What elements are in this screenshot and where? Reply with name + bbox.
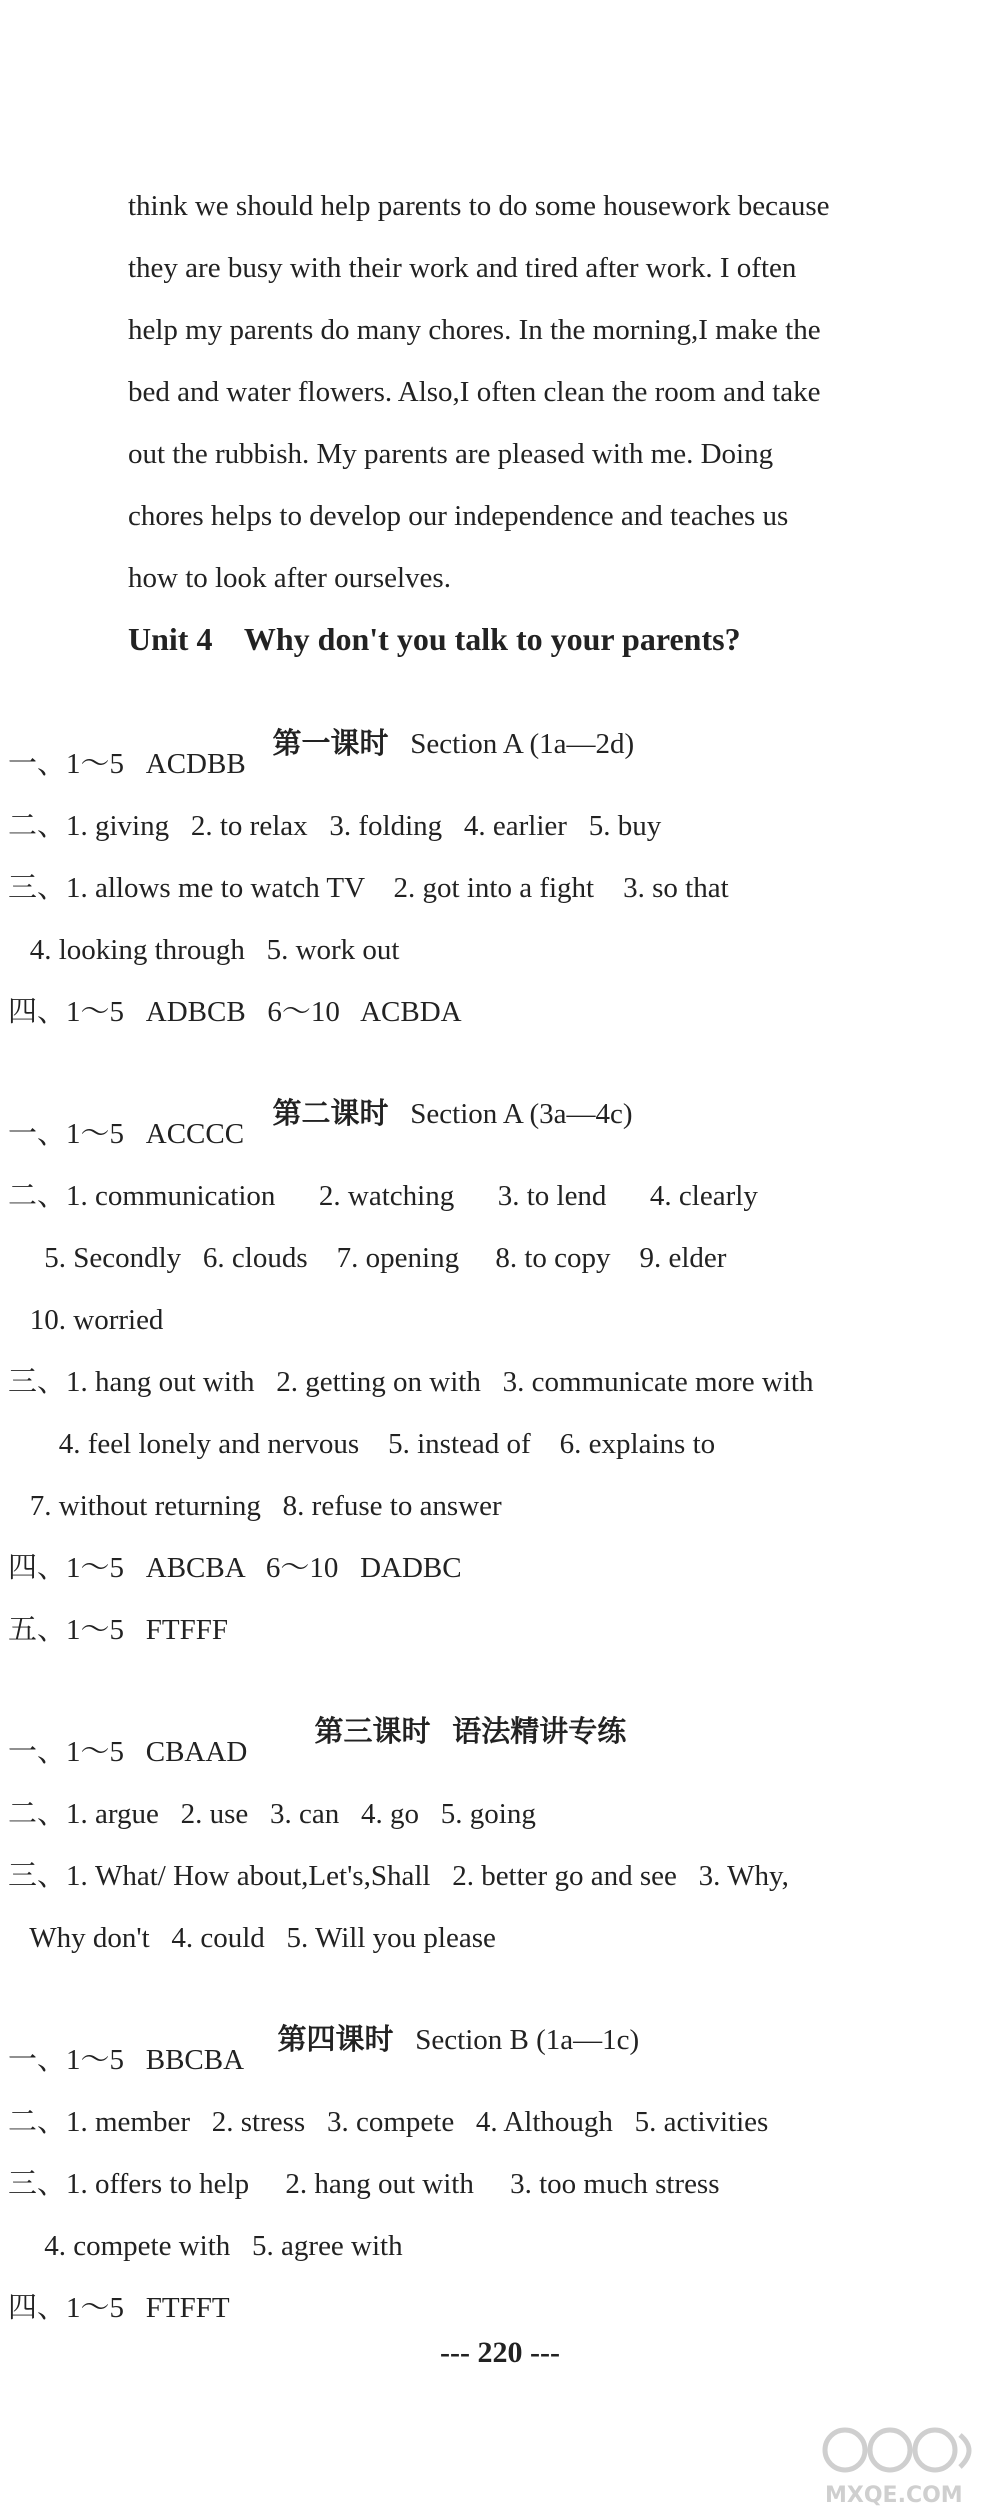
answer-line: 三、1. allows me to watch TV 2. got into a fight 3. so that xyxy=(8,872,729,904)
answer-line: 二、1. communication 2. watching 3. to lend 4. clearly xyxy=(8,1180,758,1212)
answer-line: 二、1. giving 2. to relax 3. folding 4. earlier 5. buy xyxy=(8,810,662,842)
answer-line: 一、1～5 ACCCC xyxy=(8,1118,245,1150)
answer-line: 三、1. offers to help 2. hang out with 3. too much stress xyxy=(8,2168,720,2200)
answer-line: 4. compete with 5. agree with xyxy=(8,2230,403,2262)
lesson-heading xyxy=(258,1053,633,1134)
answer-line: 五、1～5 FTFFF xyxy=(8,1614,228,1646)
paragraph-line: think we should help parents to do some housework because xyxy=(128,190,830,222)
answer-line: 一、1～5 ACDBB xyxy=(8,748,246,780)
watermark-icon xyxy=(820,2420,995,2510)
answer-line: 二、1. argue 2. use 3. can 4. go 5. going xyxy=(8,1798,536,1830)
answer-line: 四、1～5 ABCBA 6～10 DADBC xyxy=(8,1552,462,1584)
answer-line: 一、1～5 BBCBA xyxy=(8,2044,245,2076)
answer-line: 5. Secondly 6. clouds 7. opening 8. to copy 9. elder xyxy=(8,1242,727,1274)
answer-line: 四、1～5 FTFFT xyxy=(8,2292,230,2324)
answer-line: 一、1～5 CBAAD xyxy=(8,1736,248,1768)
lesson-subtitle: Section A (1a—2d) xyxy=(410,728,635,760)
paragraph-line: chores helps to develop our independence and teaches us xyxy=(128,500,789,532)
lesson-heading xyxy=(300,1671,626,1752)
answer-line: 4. feel lonely and nervous 5. instead of 6. explains to xyxy=(8,1428,716,1460)
paragraph-line: they are busy with their work and tired after work. I often xyxy=(128,252,797,284)
paragraph-line: how to look after ourselves. xyxy=(128,562,451,594)
answer-line: Why don't 4. could 5. Will you please xyxy=(8,1922,496,1954)
unit-title: Unit 4 Why don't you talk to your parents? xyxy=(128,621,741,657)
lesson-heading xyxy=(263,1979,639,2060)
answer-line: 7. without returning 8. refuse to answer xyxy=(8,1490,502,1522)
page-number: --- 220 --- xyxy=(440,2336,560,2369)
lesson-subtitle: Section B (1a—1c) xyxy=(415,2024,640,2056)
paragraph-line: help my parents do many chores. In the morning,I make the xyxy=(128,314,821,346)
paragraph-line: out the rubbish. My parents are pleased with me. Doing xyxy=(128,438,774,470)
lesson-title: 第三课时 xyxy=(314,1714,431,1748)
paragraph-line: bed and water flowers. Also,I often clean the room and take xyxy=(128,376,821,408)
answer-line: 4. looking through 5. work out xyxy=(8,934,400,966)
answer-line: 10. worried xyxy=(8,1304,164,1336)
lesson-title: 第二课时 xyxy=(272,1096,389,1130)
lesson-title: 第一课时 xyxy=(272,726,389,760)
answer-line: 二、1. member 2. stress 3. compete 4. Although 5. activities xyxy=(8,2106,769,2138)
lesson-title: 第四课时 xyxy=(277,2022,394,2056)
answer-line: 三、1. What/ How about,Let's,Shall 2. better go and see 3. Why, xyxy=(8,1860,789,1892)
watermark-logo xyxy=(820,2420,995,2510)
lesson-subtitle: Section A (3a—4c) xyxy=(410,1098,633,1130)
answer-line: 四、1～5 ADBCB 6～10 ACBDA xyxy=(8,996,462,1028)
watermark-text: MXQE.COM xyxy=(825,2483,963,2508)
lesson-subtitle: 语法精讲专练 xyxy=(452,1714,627,1748)
answer-line: 三、1. hang out with 2. getting on with 3. communicate more with xyxy=(8,1366,814,1398)
lesson-heading xyxy=(258,683,634,764)
